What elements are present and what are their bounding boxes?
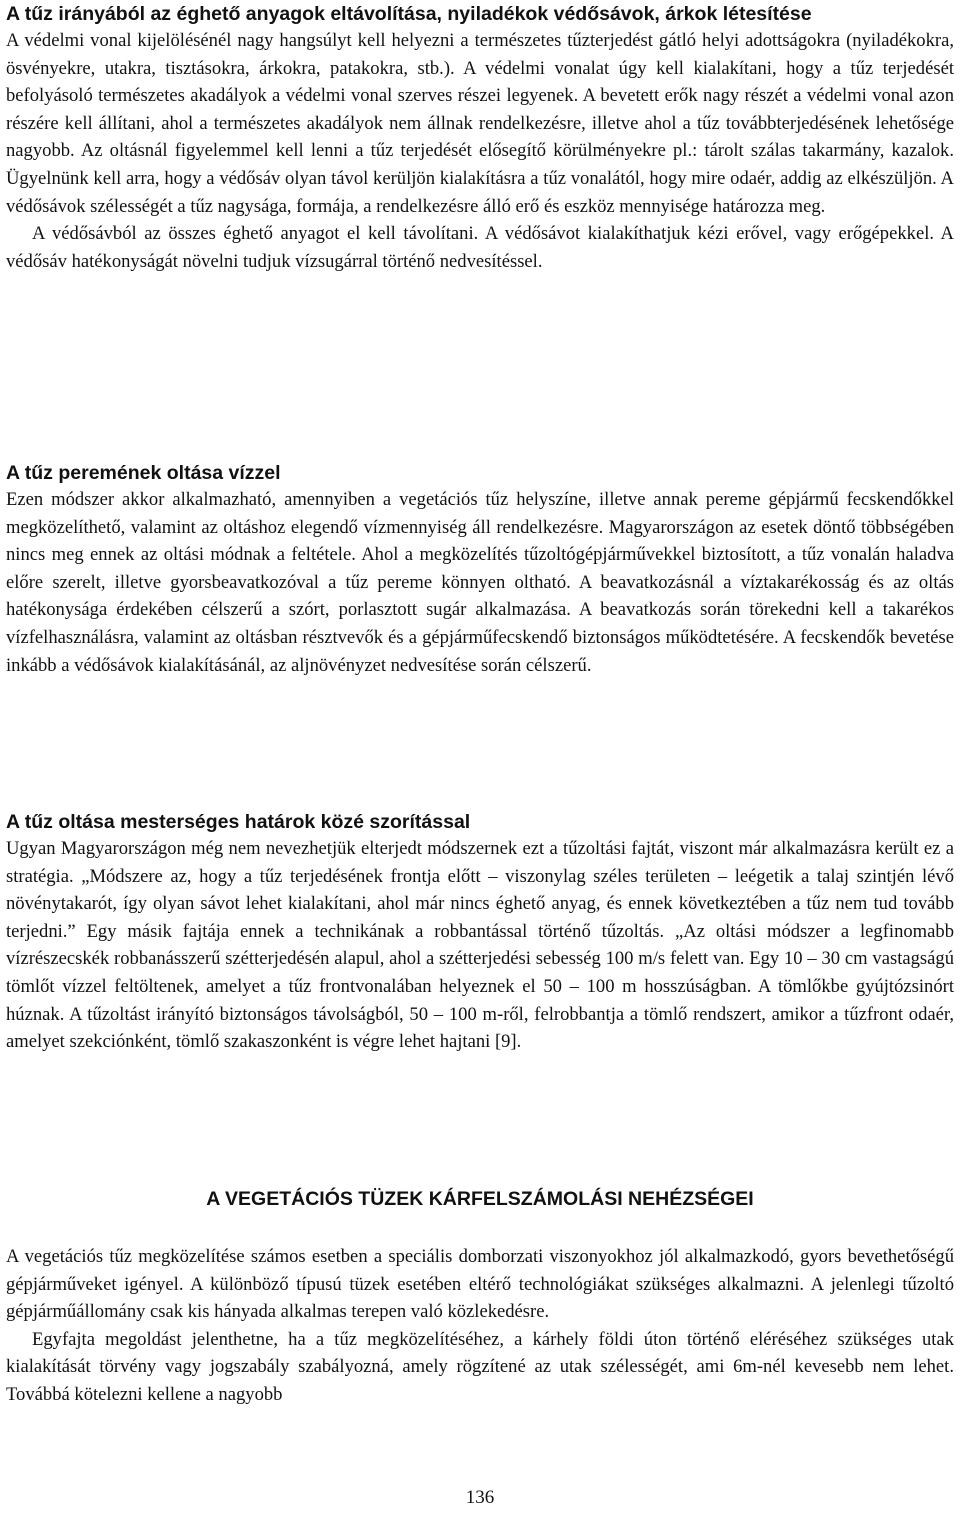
section-artificial-bounds xyxy=(6,810,954,1056)
chapter-body xyxy=(6,1243,954,1409)
chapter-title: A VEGETÁCIÓS TÜZEK KÁRFELSZÁMOLÁSI NEHÉZSÉGEI xyxy=(206,1188,754,1210)
section-heading: A tűz peremének oltása vízzel xyxy=(6,462,281,484)
paragraph: Ugyan Magyarországon még nem nevezhetjük elterjedt módszernek ezt a tűzoltási fajtát, viszont már alkalmazásra került ez a stratégia. „Módszere az, hogy a tűz terjedésének frontja előtt – viszonylag széles területen – leégetik a talaj szintjén lévő növénytakarót, így olyan sávot lehet kialakítani, ahol már nincs éghető anyag, és ennek következtében a tűz nem tud tovább terjedni.” Egy másik fajtája ennek a technikának a robbantással történő tűzoltás. „Az oltási módszer a legfinomabb vízrészecskék robbanásszerű szétterjedésén alapul, ahol a szétterjedési sebesség 100 m/s felett van. Egy 10 – 30 cm vastagságú tömlőt vízzel feltöltenek, amelyet a tűz frontvonalában helyeznek el 50 – 100 m hosszúságban. A tömlőkbe gyújtózsinórt húznak. A tűzoltást irányító biztonságos távolságból, 50 – 100 m-ről, felrobbantja a tömlő rendszert, amikor a tűzfront odaér, amelyet szekciónként, tömlő szakaszonként is végre lehet hajtani [9]. xyxy=(6,838,954,1053)
section-fire-edge xyxy=(6,461,954,679)
paragraph: A vegetációs tűz megközelítése számos esetben a speciális domborzati viszonyokhoz jól alkalmazkodó, gyors bevethetőségű gépjárműveket igényel. A különböző típusú tüzek esetében eltérő technológiákat szükséges alkalmazni. A jelenlegi tűzoltó gépjárműállomány csak kis hányada alkalmas terepen való közlekedésre. xyxy=(6,1246,954,1323)
section-heading: A tűz irányából az éghető anyagok eltávolítása, nyiladékok védősávok, árkok létesítése xyxy=(6,3,812,25)
paragraph: A védelmi vonal kijelölésénél nagy hangsúlyt kell helyezni a természetes tűzterjedést gátló helyi adottságokra (nyiladékokra, ösvényekre, utakra, tisztásokra, árkokra, patakokra, stb.). A védelmi vonalat úgy kell kialakítani, hogy a tűz terjedését befolyásoló természetes akadályok a védelmi vonal szerves részei legyenek. A bevetett erők nagy részét a védelmi vonal azon részére kell állítani, ahol a természetes akadályok nem állnak rendelkezésre, illetve ahol a tűz továbbterjedésének lehetősége nagyobb. Az oltásnál figyelemmel kell lenni a tűz terjedését elősegítő körülményekre pl.: tárolt szálas takarmány, kazalok. Ügyelnünk kell arra, hogy a védősáv olyan távol kerüljön kialakításra a tűz vonalától, hogy mire odaér, addig az elkészüljön. A védősávok szélességét a tűz nagysága, formája, a rendelkezésre álló erő és eszköz mennyisége határozza meg. xyxy=(6,30,954,217)
section-fire-direction xyxy=(6,2,954,275)
page-number: 136 xyxy=(465,1487,495,1508)
chapter-section xyxy=(6,1187,954,1212)
paragraph: A védősávból az összes éghető anyagot el kell távolítani. A védősávot kialakíthatjuk kézi erővel, vagy erőgépekkel. A védősáv hatékonyságát növelni tudjuk vízsugárral történő nedvesítéssel. xyxy=(6,223,954,272)
paragraph: Egyfajta megoldást jelenthetne, ha a tűz megközelítéséhez, a kárhely földi úton történő eléréséhez szükséges utak kialakítását törvény vagy jogszabály szabályozná, amely rögzítené az utak szélességét, ami 6m-nél kevesebb nem lehet. Továbbá kötelezni kellene a nagyobb xyxy=(6,1328,954,1405)
paragraph: Ezen módszer akkor alkalmazható, amennyiben a vegetációs tűz helyszíne, illetve annak pereme gépjármű fecskendőkkel megközelíthető, valamint az oltáshoz elegendő vízmennyiség áll rendelkezésre. Magyarországon az esetek döntő többségében nincs meg ennek az oltási módnak a feltétele. Ahol a megközelítés tűzoltógépjárművekkel biztosított, a tűz vonalán haladva előre szerelt, illetve gyorsbeavatkozóval a tűz pereme könnyen oltható. A beavatkozásnál a víztakarékosság és az oltás hatékonysága érdekében célszerű a szórt, porlasztott sugár alkalmazása. A beavatkozás során törekedni kell a takarékos vízfelhasználásra, valamint az oltásban résztvevők és a gépjárműfecskendő biztonságos működtetésére. A fecskendők bevetése inkább a védősávok kialakításánál, az aljnövényzet nedvesítése során célszerű. xyxy=(6,489,954,676)
section-heading: A tűz oltása mesterséges határok közé szorítással xyxy=(6,811,471,833)
